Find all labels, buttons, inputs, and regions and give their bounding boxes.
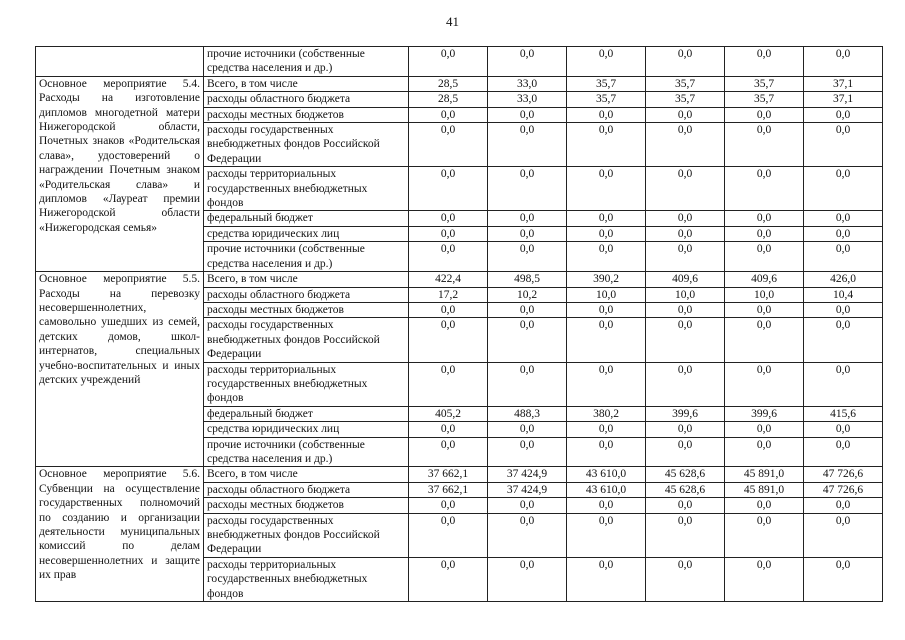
value-cell: 0,0 [646,302,725,317]
value-cell: 0,0 [409,107,488,122]
value-cell: 0,0 [488,167,567,211]
value-cell: 498,5 [488,272,567,287]
value-cell: 0,0 [646,123,725,167]
value-cell: 0,0 [567,318,646,362]
funding-source-cell: расходы территориальных государственных внебюджетных фондов [204,557,409,601]
value-cell: 0,0 [725,123,804,167]
value-cell: 10,0 [725,287,804,302]
value-cell: 0,0 [567,302,646,317]
funding-source-cell: расходы местных бюджетов [204,302,409,317]
value-cell: 0,0 [646,362,725,406]
value-cell: 0,0 [804,362,883,406]
value-cell: 0,0 [409,513,488,557]
value-cell: 0,0 [725,557,804,601]
measure-cell: Основное мероприятие 5.6. Субвенции на осуществление государственных полномочий по созданию и организации деятельности муниципальных комиссий по делам несовершеннолетних и защите их прав [36,467,204,602]
value-cell: 0,0 [567,226,646,241]
value-cell: 0,0 [567,242,646,272]
value-cell: 45 891,0 [725,482,804,497]
value-cell: 0,0 [725,422,804,437]
value-cell: 0,0 [804,498,883,513]
value-cell: 0,0 [409,422,488,437]
value-cell: 47 726,6 [804,467,883,482]
value-cell: 0,0 [646,167,725,211]
funding-source-cell: расходы областного бюджета [204,482,409,497]
table-row [36,272,883,287]
value-cell: 0,0 [646,437,725,467]
value-cell: 35,7 [725,92,804,107]
value-cell: 0,0 [804,167,883,211]
value-cell: 426,0 [804,272,883,287]
value-cell: 0,0 [567,422,646,437]
value-cell: 0,0 [725,107,804,122]
value-cell: 35,7 [725,76,804,91]
funding-source-cell: средства юридических лиц [204,422,409,437]
value-cell: 0,0 [488,513,567,557]
funding-source-cell: расходы местных бюджетов [204,107,409,122]
value-cell: 0,0 [567,47,646,77]
value-cell: 0,0 [567,513,646,557]
funding-source-cell: расходы областного бюджета [204,92,409,107]
funding-source-cell: расходы государственных внебюджетных фондов Российской Федерации [204,513,409,557]
value-cell: 0,0 [804,422,883,437]
value-cell: 33,0 [488,92,567,107]
value-cell: 0,0 [567,498,646,513]
measure-cell [36,47,204,77]
value-cell: 0,0 [409,437,488,467]
value-cell: 0,0 [488,123,567,167]
value-cell: 0,0 [409,226,488,241]
value-cell: 45 891,0 [725,467,804,482]
value-cell: 45 628,6 [646,467,725,482]
measure-cell: Основное мероприятие 5.5. Расходы на перевозку несовершеннолетних, самовольно ушедших из семей, детских домов, школ-интернатов, специальных учебно-воспитательных и иных детских учреждений [36,272,204,467]
value-cell: 0,0 [725,498,804,513]
value-cell: 10,2 [488,287,567,302]
value-cell: 409,6 [646,272,725,287]
value-cell: 43 610,0 [567,482,646,497]
table-row [36,467,883,482]
value-cell: 488,3 [488,406,567,421]
funding-source-cell: расходы государственных внебюджетных фондов Российской Федерации [204,318,409,362]
value-cell: 0,0 [725,302,804,317]
funding-source-cell: расходы территориальных государственных внебюджетных фондов [204,362,409,406]
value-cell: 28,5 [409,92,488,107]
value-cell: 415,6 [804,406,883,421]
funding-source-cell: Всего, в том числе [204,467,409,482]
funding-source-cell: расходы территориальных государственных внебюджетных фондов [204,167,409,211]
value-cell: 0,0 [725,211,804,226]
value-cell: 422,4 [409,272,488,287]
value-cell: 0,0 [409,557,488,601]
value-cell: 35,7 [646,76,725,91]
value-cell: 405,2 [409,406,488,421]
value-cell: 0,0 [567,211,646,226]
value-cell: 0,0 [409,167,488,211]
value-cell: 0,0 [488,302,567,317]
value-cell: 0,0 [488,498,567,513]
value-cell: 45 628,6 [646,482,725,497]
value-cell: 0,0 [804,437,883,467]
value-cell: 0,0 [409,362,488,406]
value-cell: 0,0 [488,557,567,601]
value-cell: 43 610,0 [567,467,646,482]
funding-source-cell: федеральный бюджет [204,211,409,226]
value-cell: 0,0 [488,242,567,272]
value-cell: 409,6 [725,272,804,287]
value-cell: 0,0 [488,47,567,77]
value-cell: 0,0 [646,318,725,362]
value-cell: 0,0 [488,362,567,406]
value-cell: 399,6 [725,406,804,421]
value-cell: 0,0 [804,513,883,557]
value-cell: 0,0 [804,302,883,317]
value-cell: 0,0 [488,318,567,362]
value-cell: 37 662,1 [409,482,488,497]
value-cell: 0,0 [488,211,567,226]
funding-source-cell: прочие источники (собственные средства населения и др.) [204,47,409,77]
value-cell: 0,0 [567,437,646,467]
value-cell: 0,0 [804,242,883,272]
value-cell: 33,0 [488,76,567,91]
value-cell: 10,0 [646,287,725,302]
value-cell: 0,0 [804,47,883,77]
value-cell: 35,7 [567,76,646,91]
table-row [36,47,883,77]
value-cell: 0,0 [409,47,488,77]
value-cell: 0,0 [646,242,725,272]
value-cell: 0,0 [488,107,567,122]
value-cell: 0,0 [567,123,646,167]
value-cell: 0,0 [646,47,725,77]
value-cell: 0,0 [646,107,725,122]
value-cell: 35,7 [567,92,646,107]
funding-source-cell: Всего, в том числе [204,76,409,91]
value-cell: 0,0 [725,167,804,211]
value-cell: 0,0 [646,557,725,601]
value-cell: 0,0 [725,226,804,241]
funding-source-cell: Всего, в том числе [204,272,409,287]
page-number: 41 [446,14,459,29]
value-cell: 37 424,9 [488,482,567,497]
value-cell: 0,0 [409,123,488,167]
value-cell: 0,0 [804,557,883,601]
value-cell: 0,0 [725,242,804,272]
value-cell: 0,0 [804,211,883,226]
value-cell: 17,2 [409,287,488,302]
value-cell: 0,0 [409,242,488,272]
value-cell: 0,0 [409,318,488,362]
value-cell: 0,0 [646,211,725,226]
value-cell: 0,0 [725,318,804,362]
value-cell: 0,0 [409,302,488,317]
value-cell: 0,0 [646,422,725,437]
value-cell: 0,0 [725,437,804,467]
value-cell: 0,0 [725,513,804,557]
value-cell: 0,0 [488,226,567,241]
value-cell: 0,0 [804,318,883,362]
value-cell: 0,0 [725,47,804,77]
value-cell: 390,2 [567,272,646,287]
funding-source-cell: средства юридических лиц [204,226,409,241]
value-cell: 0,0 [567,167,646,211]
value-cell: 0,0 [409,498,488,513]
value-cell: 37 662,1 [409,467,488,482]
value-cell: 37,1 [804,76,883,91]
funding-source-cell: федеральный бюджет [204,406,409,421]
funding-source-cell: расходы государственных внебюджетных фондов Российской Федерации [204,123,409,167]
funding-source-cell: расходы местных бюджетов [204,498,409,513]
value-cell: 28,5 [409,76,488,91]
funding-source-cell: прочие источники (собственные средства населения и др.) [204,242,409,272]
budget-table [35,46,883,602]
value-cell: 0,0 [804,123,883,167]
value-cell: 0,0 [488,422,567,437]
value-cell: 47 726,6 [804,482,883,497]
measure-cell: Основное мероприятие 5.4. Расходы на изготовление дипломов многодетной матери Нижегородской области, Почетных знаков «Родительская слава», удостоверений о награждении Почетным знаком «Родительская слава» и дипломов «Лауреат премии Нижегородской области «Нижегородская семья» [36,76,204,271]
value-cell: 10,0 [567,287,646,302]
value-cell: 0,0 [646,513,725,557]
funding-source-cell: расходы областного бюджета [204,287,409,302]
value-cell: 0,0 [725,362,804,406]
value-cell: 0,0 [567,557,646,601]
value-cell: 0,0 [804,226,883,241]
value-cell: 0,0 [409,211,488,226]
value-cell: 0,0 [567,107,646,122]
funding-source-cell: прочие источники (собственные средства населения и др.) [204,437,409,467]
value-cell: 380,2 [567,406,646,421]
value-cell: 37,1 [804,92,883,107]
value-cell: 0,0 [646,498,725,513]
value-cell: 35,7 [646,92,725,107]
value-cell: 37 424,9 [488,467,567,482]
table-body [36,47,883,602]
value-cell: 0,0 [567,362,646,406]
value-cell: 399,6 [646,406,725,421]
value-cell: 0,0 [488,437,567,467]
table-row [36,76,883,91]
value-cell: 0,0 [804,107,883,122]
value-cell: 10,4 [804,287,883,302]
value-cell: 0,0 [646,226,725,241]
